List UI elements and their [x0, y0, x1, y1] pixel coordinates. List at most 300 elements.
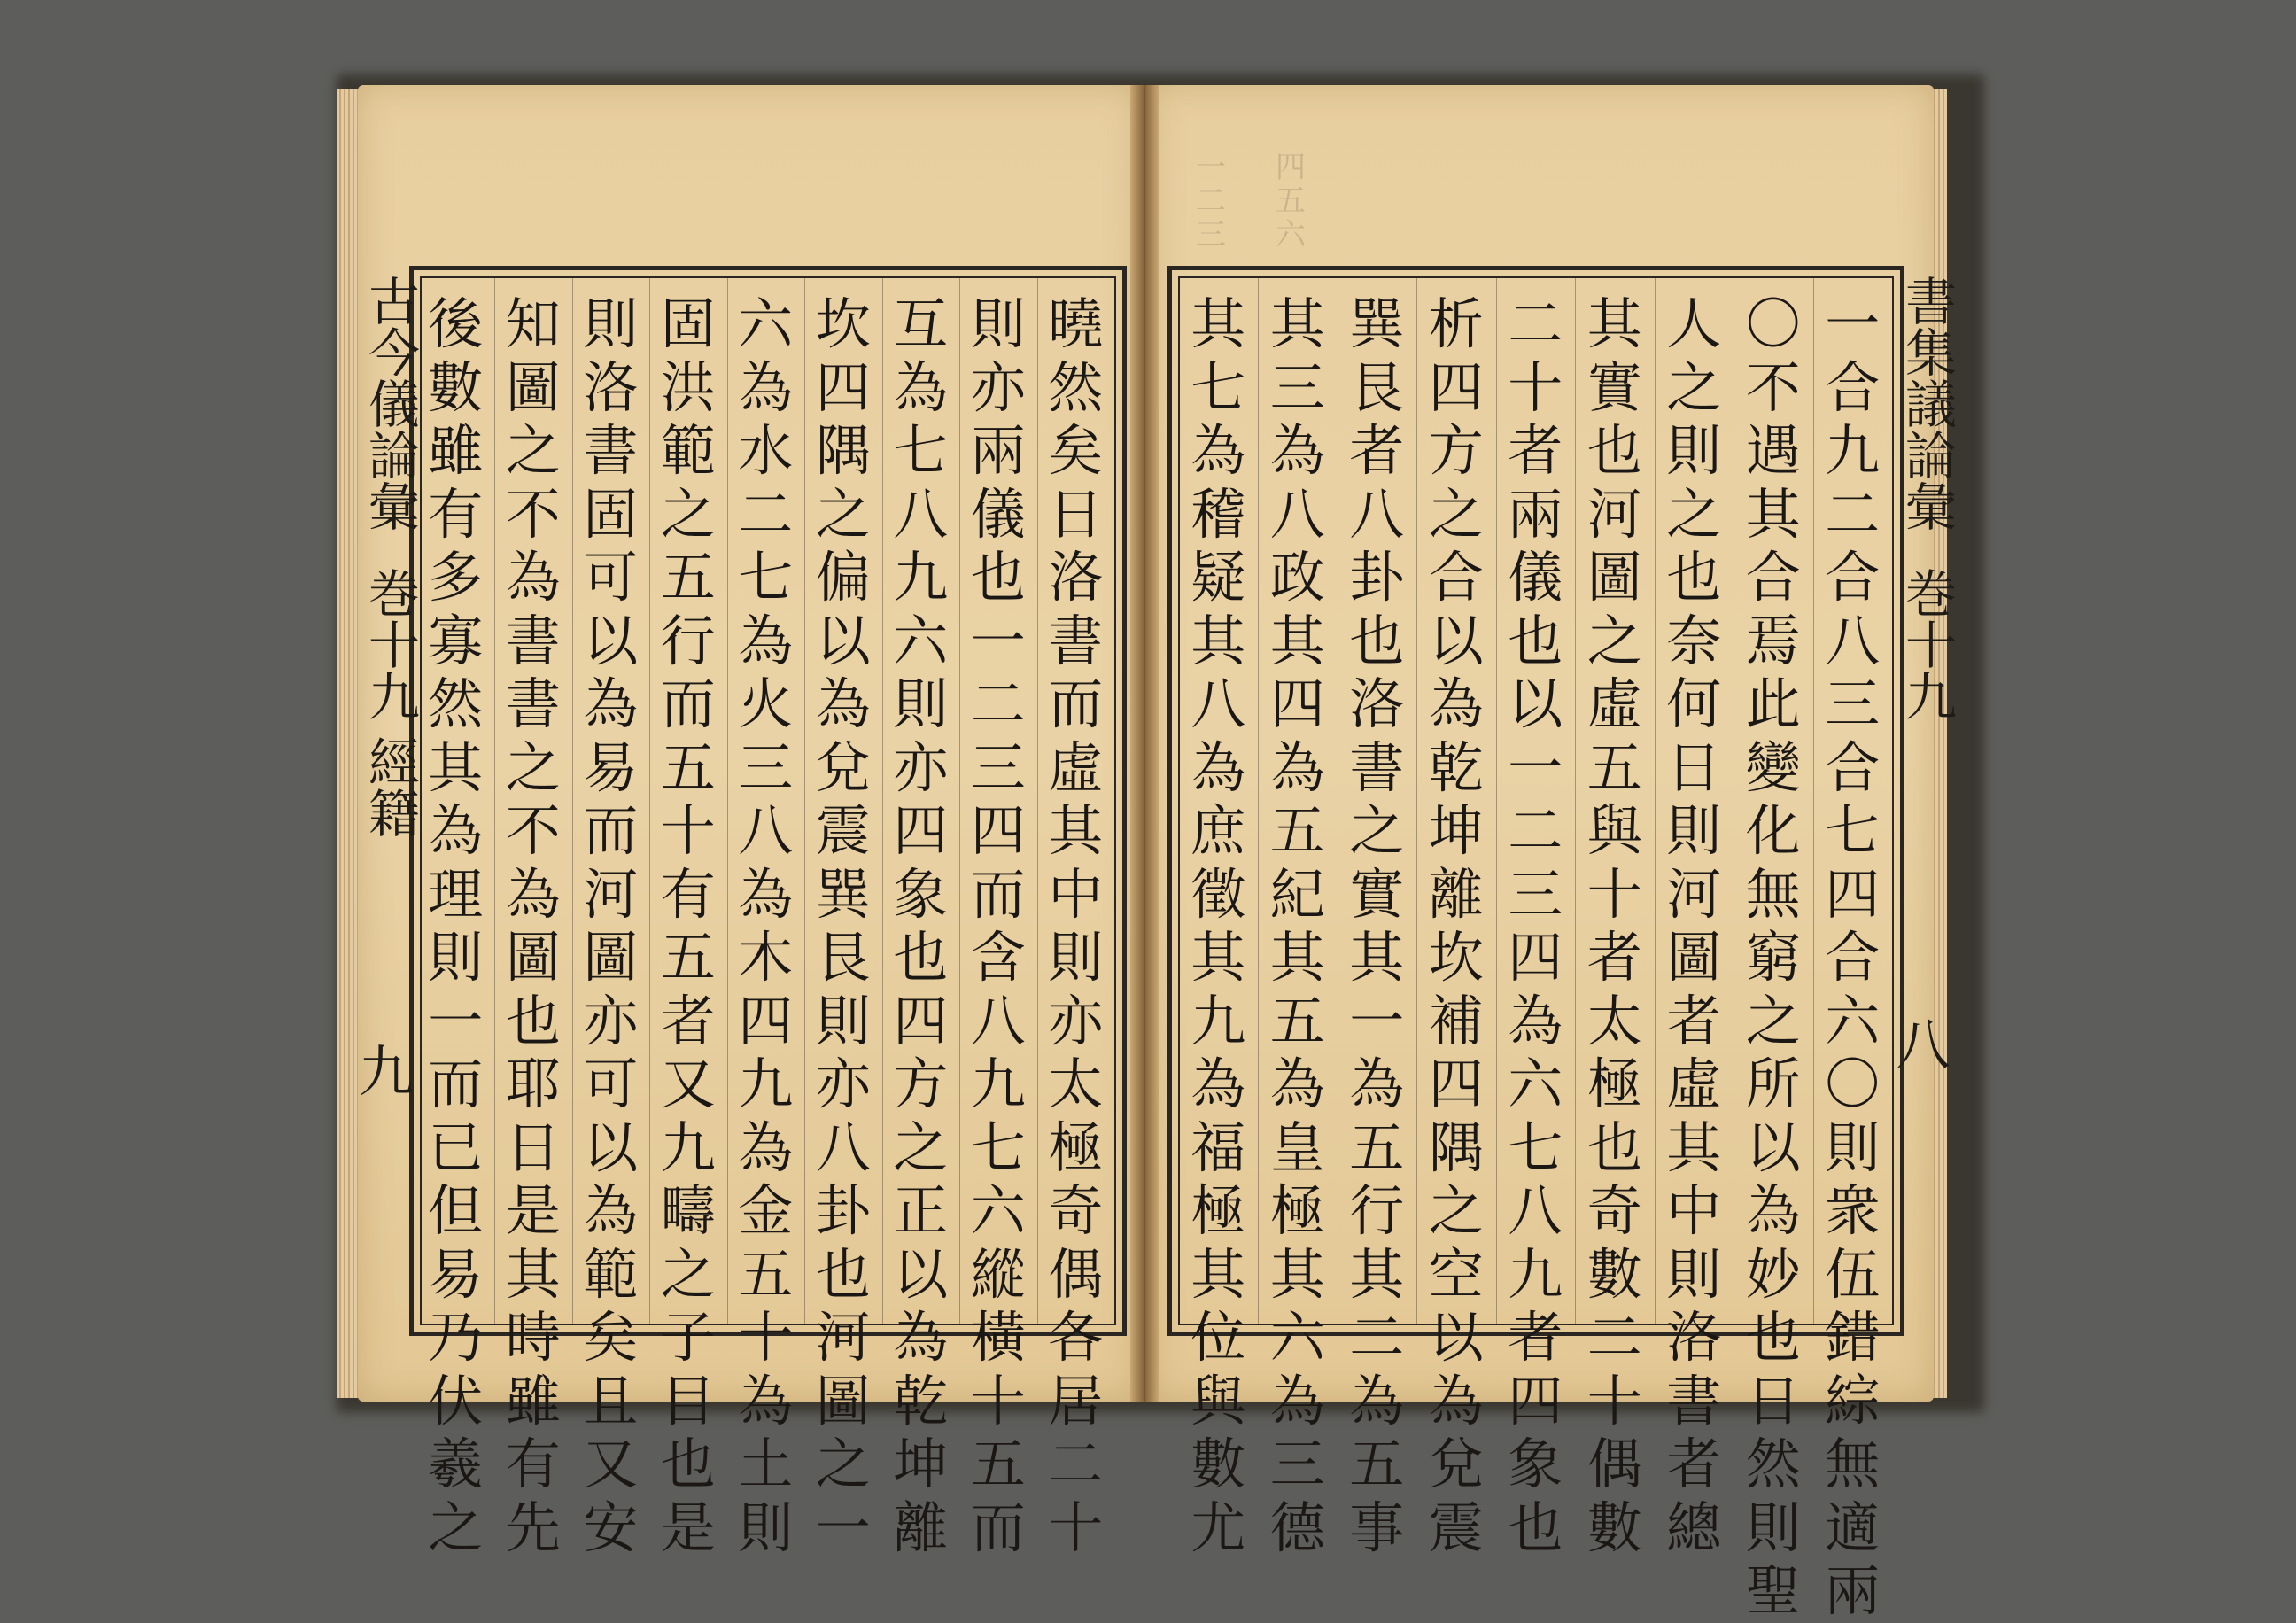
character: 為 — [505, 861, 561, 927]
character: 偶 — [1586, 1432, 1642, 1496]
character: 七 — [970, 1114, 1026, 1180]
character: 為 — [583, 1178, 639, 1243]
character: 十 — [1048, 1495, 1104, 1560]
character: 十 — [738, 1305, 794, 1370]
character: 二 — [1508, 291, 1563, 356]
character: 五 — [1269, 988, 1325, 1053]
character: 坤 — [1428, 798, 1484, 863]
character: 洛 — [1349, 672, 1405, 736]
character: 位 — [1191, 1305, 1246, 1370]
character: 數 — [428, 354, 484, 420]
left-column — [1044, 291, 1106, 1560]
character: 不 — [505, 481, 561, 547]
character: 其 — [1586, 291, 1642, 356]
character: 範 — [583, 1241, 639, 1307]
character: 一 — [428, 988, 484, 1053]
character: 象 — [1508, 1432, 1563, 1496]
character: 為 — [583, 672, 639, 736]
character: 六 — [1269, 1305, 1325, 1370]
character: 九 — [738, 1052, 794, 1116]
character: 各 — [1048, 1305, 1104, 1370]
character: 〇 — [1825, 1052, 1881, 1116]
character: 卦 — [815, 1178, 871, 1243]
character: 羲 — [428, 1432, 484, 1496]
character: 伏 — [428, 1368, 484, 1433]
character: 有 — [660, 861, 716, 927]
character: 變 — [1745, 734, 1801, 800]
column-rule — [1655, 278, 1656, 1324]
character: 其 — [1191, 608, 1246, 673]
character: 五 — [1269, 798, 1325, 863]
character: 人 — [1666, 291, 1722, 356]
character: 政 — [1269, 545, 1325, 610]
column-rule — [649, 278, 650, 1324]
character: 行 — [1349, 1178, 1405, 1243]
character: 圖 — [1666, 925, 1722, 990]
character: 則 — [583, 291, 639, 356]
character: 總 — [1666, 1495, 1722, 1560]
character: 縱 — [970, 1241, 1026, 1307]
character: 者 — [1349, 418, 1405, 483]
character: 但 — [428, 1178, 484, 1243]
character: 固 — [660, 291, 716, 356]
column-rule — [1037, 278, 1038, 1324]
character: 其 — [1191, 291, 1246, 356]
right-column — [1584, 291, 1646, 1560]
character: 七 — [738, 545, 794, 610]
character: 震 — [815, 798, 871, 863]
character: 亦 — [970, 354, 1026, 420]
character: 兌 — [1428, 1432, 1484, 1496]
character: 正 — [893, 1178, 949, 1243]
character: 徵 — [1191, 861, 1246, 927]
character: 乃 — [428, 1305, 484, 1370]
right-column — [1187, 291, 1249, 1560]
character: 矣 — [583, 1305, 639, 1370]
character: 者 — [1508, 418, 1563, 483]
character: 一 — [1349, 988, 1405, 1053]
character: 妙 — [1745, 1241, 1801, 1307]
character: 德 — [1269, 1495, 1325, 1560]
character: 為 — [738, 861, 794, 927]
character: 圖 — [815, 1368, 871, 1433]
character: 與 — [1191, 1368, 1246, 1433]
left-margin-volume — [354, 567, 425, 721]
character: 合 — [1825, 925, 1881, 990]
right-column — [1267, 291, 1329, 1560]
character: 二 — [738, 481, 794, 547]
character: 而 — [970, 1495, 1026, 1560]
character: 也 — [1586, 418, 1642, 483]
character: 象 — [893, 861, 949, 927]
character: 安 — [583, 1495, 639, 1560]
left-margin-section — [354, 735, 425, 838]
character: 為 — [1508, 988, 1563, 1053]
character: 適 — [1825, 1495, 1881, 1560]
character: 四 — [815, 354, 871, 420]
character: 可 — [583, 545, 639, 610]
character: 為 — [1191, 1052, 1246, 1116]
character: 五 — [660, 545, 716, 610]
character: 則 — [1666, 1241, 1722, 1307]
character: 九 — [893, 545, 949, 610]
character: 範 — [660, 418, 716, 483]
character: 河 — [815, 1305, 871, 1370]
character: 木 — [738, 925, 794, 990]
character: 圖 — [505, 354, 561, 420]
character: 則 — [1825, 1114, 1881, 1180]
character: 河 — [1586, 481, 1642, 547]
character: 則 — [1666, 798, 1722, 863]
character: 七 — [1825, 798, 1881, 863]
left-column — [579, 291, 641, 1560]
character: 也 — [1508, 608, 1563, 673]
character: 三 — [1269, 354, 1325, 420]
character: 河 — [583, 861, 639, 927]
character: 之 — [1349, 798, 1405, 863]
character: 是 — [660, 1495, 716, 1560]
character: 之 — [1428, 481, 1484, 547]
left-title-text: 古今儀論彙 — [360, 275, 420, 532]
bleed-through: 一 二 三 — [1196, 150, 1226, 252]
character: 也 — [893, 925, 949, 990]
character: 數 — [1586, 1495, 1642, 1560]
character: 二 — [1048, 1432, 1104, 1496]
character: 為 — [1269, 1368, 1325, 1433]
character: 日 — [1048, 481, 1104, 547]
character: 之 — [428, 1495, 484, 1560]
character: 為 — [1349, 1052, 1405, 1116]
character: 之 — [660, 1241, 716, 1307]
character: 亦 — [893, 734, 949, 800]
right-leaf-number: 八 — [1896, 1013, 1951, 1077]
character: 四 — [1825, 861, 1881, 927]
character: 之 — [660, 481, 716, 547]
character: 合 — [1825, 545, 1881, 610]
character: 圖 — [1586, 545, 1642, 610]
character: 為 — [738, 608, 794, 673]
character: 水 — [738, 418, 794, 483]
character: 為 — [428, 798, 484, 863]
character: 書 — [505, 608, 561, 673]
character: 六 — [1825, 988, 1881, 1053]
character: 坎 — [1428, 925, 1484, 990]
character: 目 — [660, 1368, 716, 1433]
character: 也 — [1745, 1305, 1801, 1370]
character: 二 — [1508, 798, 1563, 863]
character: 其 — [1349, 925, 1405, 990]
character: 兩 — [1825, 1558, 1881, 1623]
left-column — [657, 291, 719, 1560]
character: 四 — [1428, 354, 1484, 420]
character: 以 — [1508, 672, 1563, 736]
character: 洛 — [1048, 545, 1104, 610]
left-volume-text: 巻十九 — [360, 567, 420, 721]
character: 四 — [893, 798, 949, 863]
character: 之 — [815, 481, 871, 547]
character: 居 — [1048, 1368, 1104, 1433]
character: 其 — [1745, 481, 1801, 547]
character: 皇 — [1269, 1114, 1325, 1180]
character: 八 — [815, 1114, 871, 1180]
character: 巽 — [1349, 291, 1405, 356]
character: 書 — [505, 672, 561, 736]
left-column — [424, 291, 486, 1560]
character: 而 — [583, 798, 639, 863]
character: 合 — [1825, 734, 1881, 800]
character: 以 — [1428, 608, 1484, 673]
character: 四 — [1508, 1368, 1563, 1433]
character: 一 — [1508, 734, 1563, 800]
character: 極 — [1269, 1178, 1325, 1243]
right-column — [1821, 291, 1883, 1623]
character: 亦 — [583, 988, 639, 1053]
character: 綜 — [1825, 1368, 1881, 1433]
character: 互 — [893, 291, 949, 356]
character: 一 — [815, 1495, 871, 1560]
character: 五 — [660, 734, 716, 800]
character: 為 — [738, 354, 794, 420]
character: 十 — [1586, 861, 1642, 927]
character: 者 — [1666, 1432, 1722, 1496]
character: 行 — [660, 608, 716, 673]
character: 其 — [505, 1241, 561, 1307]
character: 二 — [1825, 481, 1881, 547]
character: 兌 — [815, 734, 871, 800]
column-rule — [494, 278, 495, 1324]
character: 四 — [738, 988, 794, 1053]
character: 之 — [1745, 988, 1801, 1053]
character: 四 — [1428, 1052, 1484, 1116]
left-column — [502, 291, 564, 1560]
character: 偶 — [1048, 1241, 1104, 1307]
character: 以 — [1428, 1305, 1484, 1370]
character: 三 — [1508, 861, 1563, 927]
character: 之 — [1586, 608, 1642, 673]
character: 震 — [1428, 1495, 1484, 1560]
character: 八 — [1349, 481, 1405, 547]
character: 數 — [1191, 1432, 1246, 1496]
character: 其 — [1666, 1114, 1722, 1180]
character: 虛 — [1586, 672, 1642, 736]
character: 三 — [1825, 672, 1881, 736]
character: 洛 — [583, 354, 639, 420]
right-column — [1742, 291, 1804, 1623]
character: 二 — [1349, 1305, 1405, 1370]
character: 則 — [428, 925, 484, 990]
character: 合 — [1745, 545, 1801, 610]
character: 後 — [428, 291, 484, 356]
character: 為 — [1428, 1368, 1484, 1433]
character: 曉 — [1048, 291, 1104, 356]
character: 離 — [1428, 861, 1484, 927]
character: 圖 — [583, 925, 639, 990]
character: 不 — [505, 798, 561, 863]
right-column — [1346, 291, 1408, 1560]
character: 為 — [505, 545, 561, 610]
character: 析 — [1428, 291, 1484, 356]
character: 九 — [1825, 418, 1881, 483]
column-rule — [1575, 278, 1576, 1324]
character: 坎 — [815, 291, 871, 356]
column-rule — [882, 278, 883, 1324]
right-margin-title — [1891, 275, 1962, 532]
character: 離 — [893, 1495, 949, 1560]
left-column — [734, 291, 796, 1560]
character: 河 — [1666, 861, 1722, 927]
character: 橫 — [970, 1305, 1026, 1370]
character: 六 — [1508, 1052, 1563, 1116]
character: 方 — [893, 1052, 949, 1116]
character: 遇 — [1745, 418, 1801, 483]
character: 七 — [893, 418, 949, 483]
character: 福 — [1191, 1114, 1246, 1180]
character: 先 — [505, 1495, 561, 1560]
character: 實 — [1349, 861, 1405, 927]
character: 且 — [583, 1368, 639, 1433]
character: 四 — [970, 798, 1026, 863]
character: 此 — [1745, 672, 1801, 736]
character: 則 — [815, 988, 871, 1053]
character: 七 — [1508, 1114, 1563, 1180]
character: 金 — [738, 1178, 794, 1243]
right-column — [1425, 291, 1487, 1560]
character: 五 — [1349, 1114, 1405, 1180]
character: 何 — [1666, 672, 1722, 736]
character: 其 — [1269, 291, 1325, 356]
character: 又 — [583, 1432, 639, 1496]
character: 其 — [1269, 608, 1325, 673]
character: 焉 — [1745, 608, 1801, 673]
character: 與 — [1586, 798, 1642, 863]
character: 而 — [970, 861, 1026, 927]
character: 也 — [1508, 1495, 1563, 1560]
character: 聖 — [1745, 1558, 1801, 1623]
character: 九 — [660, 1114, 716, 1180]
character: 為 — [1269, 1052, 1325, 1116]
character: 九 — [1191, 988, 1246, 1053]
character: 土 — [738, 1432, 794, 1496]
character: 四 — [893, 988, 949, 1053]
character: 者 — [660, 988, 716, 1053]
character: 三 — [970, 734, 1026, 800]
character: 艮 — [815, 925, 871, 990]
character: 其 — [1349, 1241, 1405, 1307]
character: 紀 — [1269, 861, 1325, 927]
character: 九 — [970, 1052, 1026, 1116]
character: 庶 — [1191, 798, 1246, 863]
character: 而 — [428, 1052, 484, 1116]
character: 為 — [1269, 734, 1325, 800]
character: 圖 — [505, 925, 561, 990]
character: 耶 — [505, 1052, 561, 1116]
right-column — [1504, 291, 1566, 1560]
character: 太 — [1048, 1052, 1104, 1116]
character: 五 — [970, 1432, 1026, 1496]
character: 為 — [893, 1305, 949, 1370]
character: 實 — [1586, 354, 1642, 420]
character: 為 — [738, 1368, 794, 1433]
character: 洛 — [1666, 1305, 1722, 1370]
character: 極 — [1191, 1178, 1246, 1243]
character: 日 — [1666, 734, 1722, 800]
character: 四 — [1508, 925, 1563, 990]
bleed-through: 四 五 六 — [1276, 150, 1306, 252]
character: 中 — [1666, 1178, 1722, 1243]
character: 然 — [1048, 354, 1104, 420]
character: 坤 — [893, 1432, 949, 1496]
character: 也 — [815, 1241, 871, 1307]
column-rule — [1496, 278, 1497, 1324]
character: 化 — [1745, 798, 1801, 863]
character: 之 — [893, 1114, 949, 1180]
character: 時 — [505, 1305, 561, 1370]
character: 其 — [1269, 925, 1325, 990]
character: 為 — [815, 672, 871, 736]
left-column — [812, 291, 874, 1560]
character: 以 — [583, 1114, 639, 1180]
character: 六 — [738, 291, 794, 356]
character: 乾 — [1428, 734, 1484, 800]
character: 方 — [1428, 418, 1484, 483]
character: 六 — [970, 1178, 1026, 1243]
character: 八 — [1825, 608, 1881, 673]
character: 為 — [893, 354, 949, 420]
character: 艮 — [1349, 354, 1405, 420]
character: 卦 — [1349, 545, 1405, 610]
character: 五 — [1586, 734, 1642, 800]
character: 奇 — [1586, 1178, 1642, 1243]
character: 也 — [1349, 608, 1405, 673]
character: 數 — [1586, 1241, 1642, 1307]
left-column — [967, 291, 1029, 1560]
character: 八 — [1269, 481, 1325, 547]
character: 者 — [1586, 925, 1642, 990]
character: 為 — [1191, 734, 1246, 800]
character: 極 — [1048, 1114, 1104, 1180]
character: 兩 — [970, 418, 1026, 483]
character: 二 — [970, 672, 1026, 736]
character: 四 — [1269, 672, 1325, 736]
character: 則 — [970, 291, 1026, 356]
character: 尤 — [1191, 1495, 1246, 1560]
character: 無 — [1825, 1432, 1881, 1496]
character: 事 — [1349, 1495, 1405, 1560]
character: 之 — [505, 418, 561, 483]
character: 九 — [1508, 1241, 1563, 1307]
character: 虛 — [1666, 1052, 1722, 1116]
character: 合 — [1428, 545, 1484, 610]
column-rule — [1416, 278, 1417, 1324]
character: 所 — [1745, 1052, 1801, 1116]
column-rule — [959, 278, 960, 1324]
character: 其 — [428, 734, 484, 800]
character: 雖 — [428, 418, 484, 483]
right-margin-volume — [1891, 567, 1962, 721]
character: 五 — [660, 925, 716, 990]
character: 隅 — [1428, 1114, 1484, 1180]
character: 為 — [1349, 1368, 1405, 1433]
book-gutter — [1130, 85, 1159, 1402]
right-title-text: 書集議論彙 — [1897, 275, 1957, 532]
right-volume-text: 巻十九 — [1897, 567, 1957, 721]
character: 之 — [1666, 354, 1722, 420]
character: 中 — [1048, 861, 1104, 927]
character: 寡 — [428, 608, 484, 673]
character: 可 — [583, 1052, 639, 1116]
character: 之 — [1666, 481, 1722, 547]
character: 而 — [1048, 672, 1104, 736]
